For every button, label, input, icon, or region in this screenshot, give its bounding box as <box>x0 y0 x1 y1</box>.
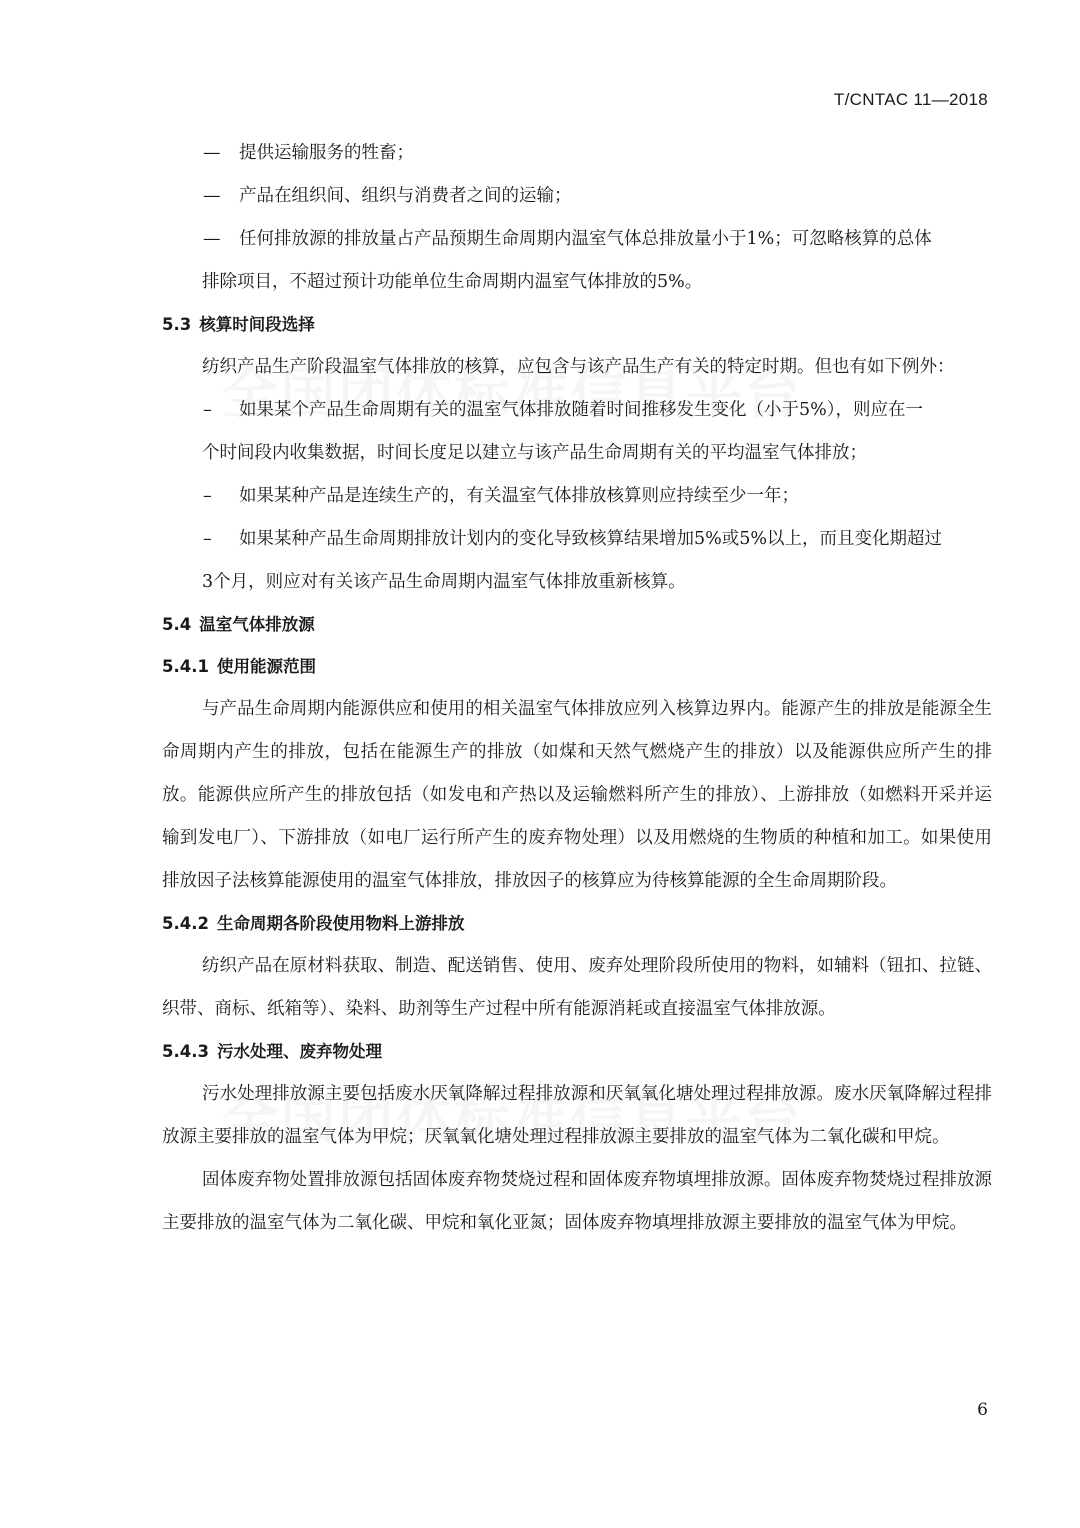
list-item <box>162 389 992 432</box>
section-number: 5.4.1 <box>162 657 209 676</box>
list-item <box>162 475 992 518</box>
list-dash-mark: – <box>203 486 212 506</box>
section-title: 生命周期各阶段使用物料上游排放 <box>216 914 465 933</box>
section-heading <box>162 903 992 945</box>
section-number: 5.4.2 <box>162 914 209 933</box>
list-item-text: 产品在组织间、组织与消费者之间的运输； <box>239 186 572 206</box>
body-paragraph: 与产品生命周期内能源供应和使用的相关温室气体排放应列入核算边界内。能源产生的排放是能源全生命周期内产生的排放，包括在能源生产的排放（如煤和天然气燃烧产生的排放）以及能源供应所产生的排放。能源供应所产生的排放包括（如发电和产热以及运输燃料所产生的排放）、上游排放（如燃料开采并运输到发电厂）、下游排放（如电厂运行所产生的废弃物处理）以及用燃烧的生物质的种植和加工。如果使用排放因子法核算能源使用的温室气体排放，排放因子的核算应为待核算能源的全生命周期阶段。 <box>162 699 992 891</box>
list-item-text: 提供运输服务的牲畜； <box>239 143 414 163</box>
list-dash-mark: — <box>203 186 221 206</box>
section-number: 5.3 <box>162 315 192 334</box>
page-number: 6 <box>977 1400 988 1420</box>
list-item-text: 如果某种产品是连续生产的，有关温室气体排放核算则应持续至少一年； <box>239 486 799 506</box>
list-item-continuation: 3个月，则应对有关该产品生命周期内温室气体排放重新核算。 <box>202 572 686 592</box>
list-item <box>162 518 992 561</box>
section-number: 5.4.3 <box>162 1042 209 1061</box>
list-dash-mark: — <box>203 143 221 163</box>
body-paragraph: 固体废弃物处置排放源包括固体废弃物焚烧过程和固体废弃物填埋排放源。固体废弃物焚烧过程排放源主要排放的温室气体为二氧化碳、甲烷和氧化亚氮；固体废弃物填埋排放源主要排放的温室气体为甲烷。 <box>162 1170 992 1233</box>
list-item-continuation: 个时间段内收集数据，时间长度足以建立与该产品生命周期有关的平均温室气体排放； <box>202 443 867 463</box>
list-item <box>162 132 992 175</box>
list-item-continuation: 排除项目，不超过预计功能单位生命周期内温室气体排放的5%。 <box>202 272 703 292</box>
section-heading <box>162 1031 992 1073</box>
body-paragraph: 纺织产品生产阶段温室气体排放的核算，应包含与该产品生产有关的特定时期。但也有如下例外： <box>202 357 955 377</box>
list-dash-mark: – <box>203 529 212 549</box>
section-heading <box>162 604 992 646</box>
section-heading <box>162 646 992 688</box>
section-title: 污水处理、废弃物处理 <box>216 1042 382 1061</box>
section-heading <box>162 304 992 346</box>
list-item-text: 任何排放源的排放量占产品预期生命周期内温室气体总排放量小于1%；可忽略核算的总体 <box>239 229 932 249</box>
body-paragraph: 纺织产品在原材料获取、制造、配送销售、使用、废弃处理阶段所使用的物料，如辅料（钮扣、拉链、织带、商标、纸箱等）、染料、助剂等生产过程中所有能源消耗或直接温室气体排放源。 <box>162 956 992 1019</box>
section-title: 温室气体排放源 <box>199 615 315 634</box>
list-dash-mark: — <box>203 229 221 249</box>
list-dash-mark: – <box>203 400 212 420</box>
section-title: 使用能源范围 <box>216 657 316 676</box>
section-number: 5.4 <box>162 615 192 634</box>
list-item <box>162 175 992 218</box>
document-body <box>162 132 992 1245</box>
list-item-text: 如果某种产品生命周期排放计划内的变化导致核算结果增加5%或5%以上，而且变化期超过 <box>239 529 943 549</box>
body-paragraph: 污水处理排放源主要包括废水厌氧降解过程排放源和厌氧氧化塘处理过程排放源。废水厌氧降解过程排放源主要排放的温室气体为甲烷；厌氧氧化塘处理过程排放源主要排放的温室气体为二氧化碳和甲烷。 <box>162 1084 992 1147</box>
list-item <box>162 218 992 261</box>
list-item-text: 如果某个产品生命周期有关的温室气体排放随着时间推移发生变化（小于5%），则应在一 <box>239 400 924 420</box>
document-code-header: T/CNTAC 11—2018 <box>833 90 988 109</box>
section-title: 核算时间段选择 <box>199 315 315 334</box>
